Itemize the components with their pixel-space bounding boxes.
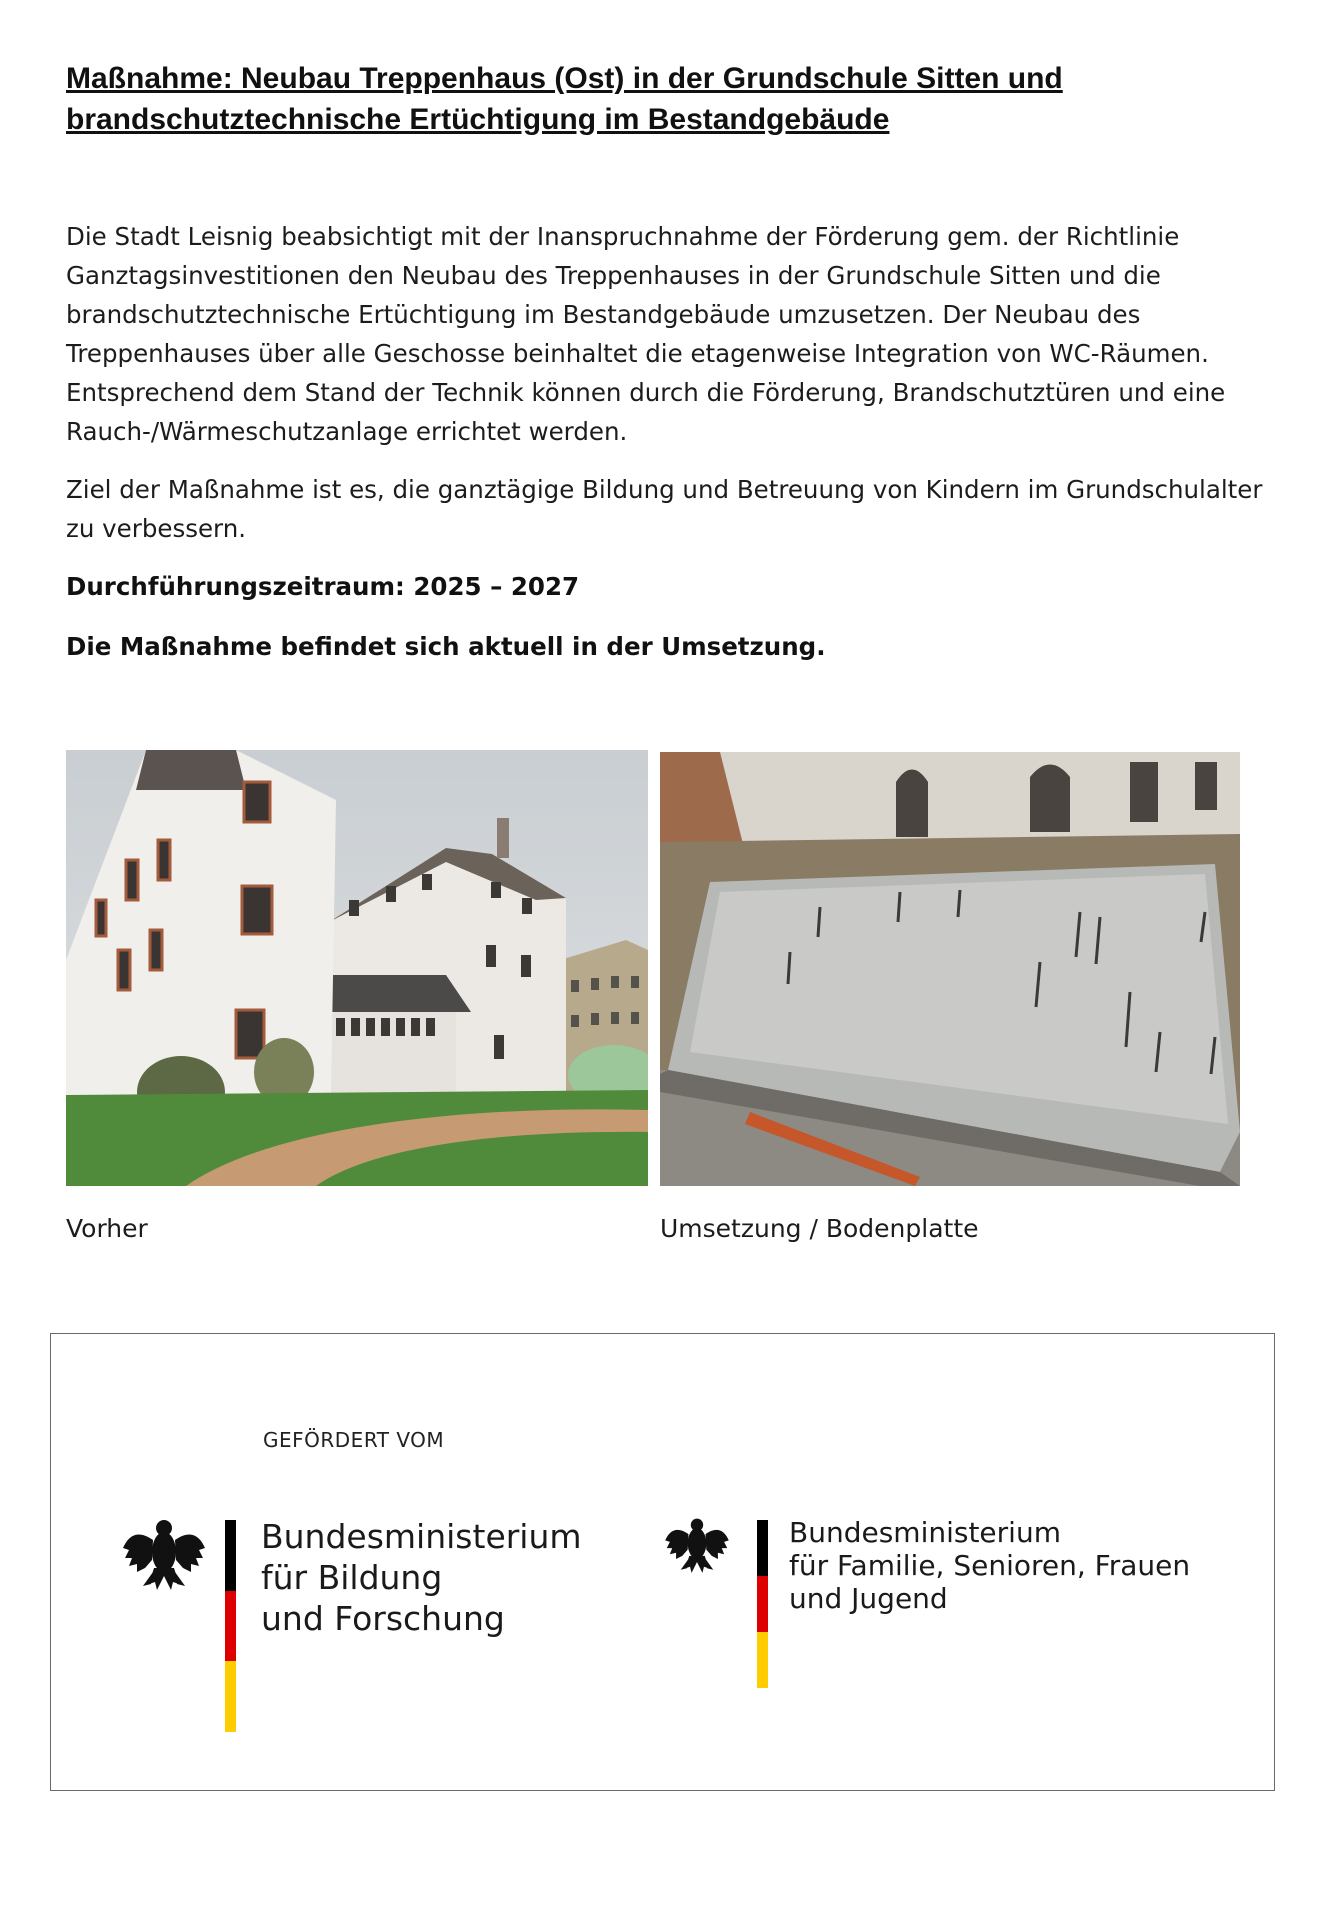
- flag-stripe-2: [757, 1520, 768, 1688]
- photo-after: [660, 752, 1240, 1186]
- ministry-bmfsfj-line3: und Jugend: [789, 1582, 948, 1615]
- page-title: [66, 58, 1226, 140]
- status-line: Die Maßnahme befindet sich aktuell in der Umsetzung.: [66, 632, 826, 661]
- implementation-period: Durchführungszeitraum: 2025 – 2027: [66, 572, 580, 601]
- caption-before: Vorher: [66, 1214, 148, 1243]
- school-building-image: [66, 750, 648, 1186]
- funding-notice: [50, 1333, 1275, 1791]
- goal-paragraph: Ziel der Maßnahme ist es, die ganztägige Bildung und Betreuung von Kindern im Grundschulalter zu verbessern.: [66, 475, 1263, 543]
- caption-after: Umsetzung / Bodenplatte: [660, 1214, 979, 1243]
- ministry-bmbf-line1: Bundesministerium: [261, 1517, 582, 1556]
- ministry-bmbf: [261, 1516, 582, 1639]
- funded-by-label: GEFÖRDERT VOM: [263, 1428, 445, 1452]
- flag-stripe-1: [225, 1520, 236, 1732]
- description-paragraph: Die Stadt Leisnig beabsichtigt mit der Inanspruchnahme der Förderung gem. der Richtlinie Ganztagsinvestitionen den Neubau des Treppenhauses in der Grundschule Sitten und die brandschutztechnische Ertüchtigung im Bestandgebäude umzusetzen. Der Neubau des Treppenhauses über alle Geschosse beinhaltet die etagenweise Integration von WC-Räumen. Entsprechend dem Stand der Technik können durch die Förderung, Brandschutztüren und eine Rauch-/Wärmeschutzanlage errichtet werden.: [66, 222, 1226, 446]
- title-line-1: Maßnahme: Neubau Treppenhaus (Ost) in der Grundschule Sitten und: [66, 62, 1063, 95]
- ministry-bmbf-line2: für Bildung: [261, 1558, 443, 1597]
- ministry-bmfsfj-line1: Bundesministerium: [789, 1516, 1061, 1549]
- ministry-bmfsfj: [789, 1516, 1190, 1615]
- title-line-2: brandschutztechnische Ertüchtigung im Bestandgebäude: [66, 103, 890, 136]
- federal-eagle-icon: [123, 1514, 205, 1594]
- ministry-bmfsfj-line2: für Familie, Senioren, Frauen: [789, 1549, 1191, 1582]
- ministry-bmbf-line3: und Forschung: [261, 1599, 505, 1638]
- federal-eagle-icon: [661, 1514, 733, 1576]
- foundation-slab-image: [660, 752, 1240, 1186]
- photo-before: [66, 750, 648, 1186]
